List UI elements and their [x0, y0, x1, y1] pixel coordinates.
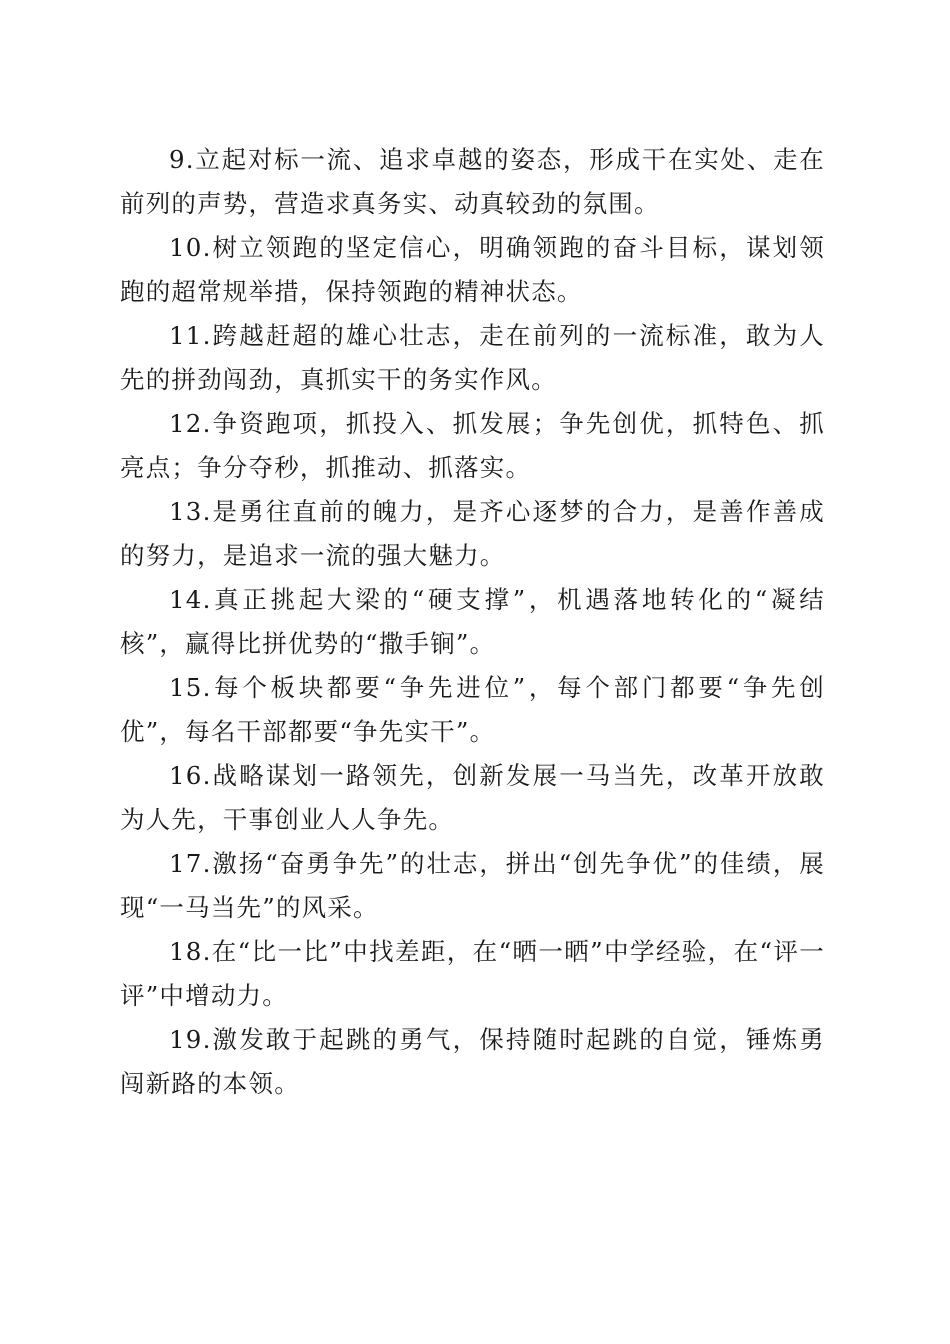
paragraph-14: 14.真正挑起大梁的“硬支撑”，机遇落地转化的“凝结核”，赢得比拼优势的“撒手锏”。	[120, 585, 825, 658]
paragraph-12: 12.争资跑项，抓投入、抓发展；争先创优，抓特色、抓亮点；争分夺秒，抓推动、抓落实。	[120, 409, 825, 482]
paragraph-17: 17.激扬“奋勇争先”的壮志，拼出“创先争优”的佳绩，展现“一马当先”的风采。	[120, 849, 825, 922]
paragraph-13: 13.是勇往直前的魄力，是齐心逐梦的合力，是善作善成的努力，是追求一流的强大魅力。	[120, 497, 825, 570]
paragraph-9: 9.立起对标一流、追求卓越的姿态，形成干在实处、走在前列的声势，营造求真务实、动真较劲的氛围。	[120, 145, 825, 218]
paragraph-10: 10.树立领跑的坚定信心，明确领跑的奋斗目标，谋划领跑的超常规举措，保持领跑的精神状态。	[120, 233, 825, 306]
paragraph-16: 16.战略谋划一路领先，创新发展一马当先，改革开放敢为人先，干事创业人人争先。	[120, 761, 825, 834]
paragraph-15: 15.每个板块都要“争先进位”，每个部门都要“争先创优”，每名干部都要“争先实干”。	[120, 673, 825, 746]
document-body	[120, 138, 825, 1106]
paragraph-11: 11.跨越赶超的雄心壮志，走在前列的一流标准，敢为人先的拼劲闯劲，真抓实干的务实作风。	[120, 321, 825, 394]
paragraph-18: 18.在“比一比”中找差距，在“晒一晒”中学经验，在“评一评”中增动力。	[120, 937, 825, 1010]
paragraph-19: 19.激发敢于起跳的勇气，保持随时起跳的自觉，锤炼勇闯新路的本领。	[120, 1025, 825, 1098]
